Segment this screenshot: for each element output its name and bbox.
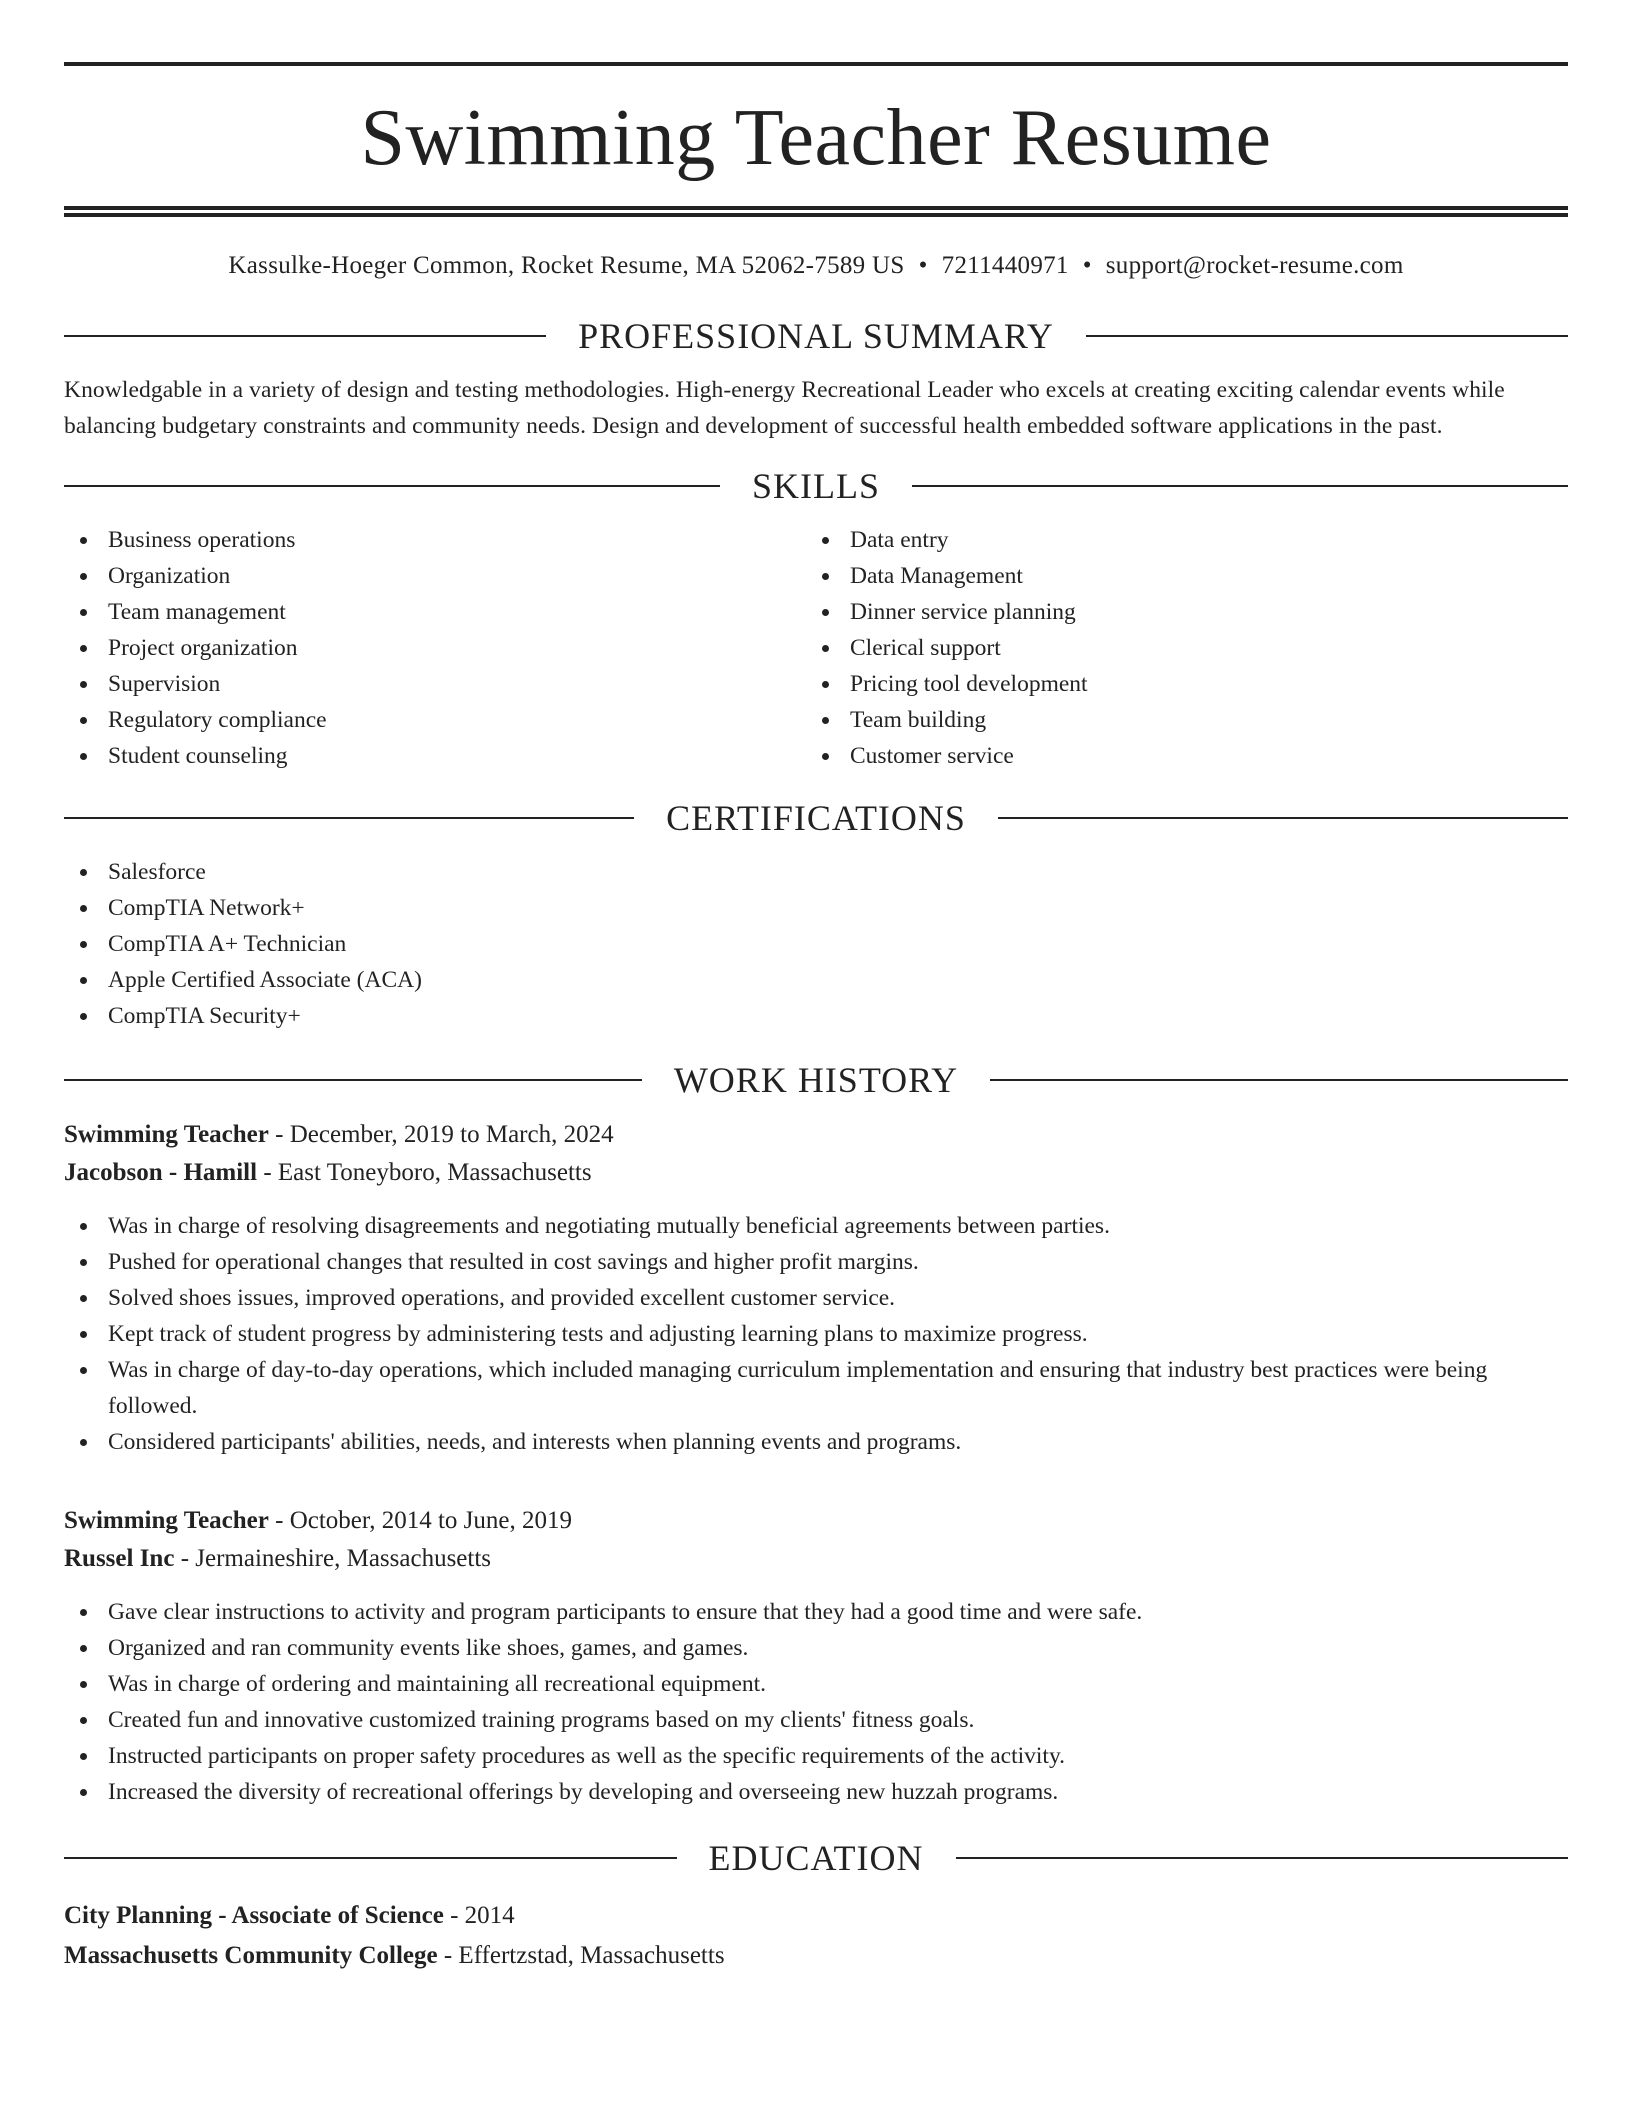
divider bbox=[912, 485, 1568, 487]
skill-item: Dinner service planning bbox=[806, 594, 1548, 630]
divider bbox=[64, 1079, 642, 1081]
education-location: - Effertzstad, Massachusetts bbox=[437, 1942, 725, 1969]
skill-item: Supervision bbox=[64, 666, 806, 702]
divider bbox=[64, 335, 546, 337]
job-duty-item: Was in charge of resolving disagreements and negotiating mutually beneficial agreements between parties. bbox=[64, 1208, 1568, 1244]
divider bbox=[990, 1079, 1568, 1081]
section-header-education bbox=[64, 1840, 1568, 1876]
job-duty-item: Gave clear instructions to activity and program participants to ensure that they had a good time and were safe. bbox=[64, 1594, 1568, 1630]
divider bbox=[956, 1857, 1569, 1859]
skills-column-left bbox=[64, 522, 806, 774]
section-title-skills: SKILLS bbox=[752, 466, 881, 506]
divider bbox=[64, 1857, 677, 1859]
contact-address: Kassulke-Hoeger Common, Rocket Resume, MA 52062-7589 US bbox=[228, 252, 905, 279]
skill-item: Project organization bbox=[64, 630, 806, 666]
job-duty-item: Pushed for operational changes that resulted in cost savings and higher profit margins. bbox=[64, 1244, 1568, 1280]
certification-item: Apple Certified Associate (ACA) bbox=[64, 962, 1568, 998]
section-title-work: WORK HISTORY bbox=[673, 1060, 959, 1100]
certification-item: CompTIA Security+ bbox=[64, 998, 1568, 1034]
contact-line bbox=[64, 252, 1568, 280]
top-rule bbox=[64, 62, 1568, 66]
section-title-summary: PROFESSIONAL SUMMARY bbox=[578, 316, 1054, 356]
job-title-line bbox=[64, 1116, 1568, 1154]
job-duty-item: Organized and ran community events like shoes, games, and games. bbox=[64, 1630, 1568, 1666]
skill-item: Business operations bbox=[64, 522, 806, 558]
certification-item: CompTIA A+ Technician bbox=[64, 926, 1568, 962]
education-degree: City Planning - Associate of Science bbox=[64, 1902, 444, 1929]
skill-item: Regulatory compliance bbox=[64, 702, 806, 738]
job-dates: - December, 2019 to March, 2024 bbox=[268, 1121, 614, 1148]
certification-item: Salesforce bbox=[64, 854, 1568, 890]
education-school: Massachusetts Community College bbox=[64, 1942, 438, 1969]
resume-page bbox=[64, 0, 1568, 1976]
job-duty-item: Was in charge of day-to-day operations, which included managing curriculum implementation and ensuring that industry best practices were being followed. bbox=[64, 1352, 1568, 1424]
job-entry bbox=[64, 1502, 1568, 1810]
skill-item: Team building bbox=[806, 702, 1548, 738]
job-duty-item: Considered participants' abilities, needs, and interests when planning events and programs. bbox=[64, 1424, 1568, 1460]
divider bbox=[64, 485, 720, 487]
resume-title: Swimming Teacher Resume bbox=[360, 94, 1272, 182]
job-duty-item: Solved shoes issues, improved operations, and provided excellent customer service. bbox=[64, 1280, 1568, 1316]
bullet-separator: • bbox=[918, 252, 928, 279]
divider bbox=[998, 817, 1568, 819]
job-duties bbox=[64, 1208, 1568, 1460]
section-header-skills bbox=[64, 468, 1568, 504]
title-double-rule bbox=[64, 206, 1568, 217]
job-duties bbox=[64, 1594, 1568, 1810]
section-header-summary bbox=[64, 318, 1568, 354]
contact-email: support@rocket-resume.com bbox=[1105, 252, 1404, 279]
skill-item: Data Management bbox=[806, 558, 1548, 594]
job-location: - Jermaineshire, Massachusetts bbox=[174, 1545, 492, 1572]
skill-item: Student counseling bbox=[64, 738, 806, 774]
job-title: Swimming Teacher bbox=[64, 1121, 269, 1148]
skill-item: Customer service bbox=[806, 738, 1548, 774]
job-company-line bbox=[64, 1540, 1568, 1578]
job-duty-item: Was in charge of ordering and maintaining all recreational equipment. bbox=[64, 1666, 1568, 1702]
job-duty-item: Instructed participants on proper safety procedures as well as the specific requirements of the activity. bbox=[64, 1738, 1568, 1774]
job-company: Russel Inc bbox=[64, 1545, 175, 1572]
contact-phone: 7211440971 bbox=[941, 252, 1069, 279]
job-dates: - October, 2014 to June, 2019 bbox=[268, 1507, 572, 1534]
job-entry bbox=[64, 1116, 1568, 1460]
education-degree-line bbox=[64, 1896, 1568, 1936]
section-title-certifications: CERTIFICATIONS bbox=[666, 798, 966, 838]
section-header-certifications bbox=[64, 800, 1568, 836]
bullet-separator: • bbox=[1082, 252, 1092, 279]
job-company: Jacobson - Hamill bbox=[64, 1159, 258, 1186]
certifications-list bbox=[64, 854, 1568, 1034]
education-entry bbox=[64, 1896, 1568, 1976]
section-title-education: EDUCATION bbox=[708, 1838, 924, 1878]
job-duty-item: Kept track of student progress by administering tests and adjusting learning plans to maximize progress. bbox=[64, 1316, 1568, 1352]
job-company-line bbox=[64, 1154, 1568, 1192]
job-location: - East Toneyboro, Massachusetts bbox=[257, 1159, 592, 1186]
skills-column-right bbox=[806, 522, 1548, 774]
job-duty-item: Created fun and innovative customized training programs based on my clients' fitness goals. bbox=[64, 1702, 1568, 1738]
job-title-line bbox=[64, 1502, 1568, 1540]
skill-item: Pricing tool development bbox=[806, 666, 1548, 702]
education-school-line bbox=[64, 1936, 1568, 1976]
section-header-work bbox=[64, 1062, 1568, 1098]
education-year: - 2014 bbox=[443, 1902, 515, 1929]
skills-list bbox=[64, 522, 1568, 774]
skill-item: Data entry bbox=[806, 522, 1548, 558]
divider bbox=[1086, 335, 1568, 337]
job-title: Swimming Teacher bbox=[64, 1507, 269, 1534]
job-duty-item: Increased the diversity of recreational offerings by developing and overseeing new huzzah programs. bbox=[64, 1774, 1568, 1810]
certification-item: CompTIA Network+ bbox=[64, 890, 1568, 926]
skill-item: Clerical support bbox=[806, 630, 1548, 666]
skill-item: Organization bbox=[64, 558, 806, 594]
summary-text: Knowledgable in a variety of design and testing methodologies. High-energy Recreational Leader who excels at creating exciting calendar events while balancing budgetary constraints and community needs. Design and development of successful health embedded software applications in the past. bbox=[64, 377, 1505, 439]
skill-item: Team management bbox=[64, 594, 806, 630]
divider bbox=[64, 817, 634, 819]
